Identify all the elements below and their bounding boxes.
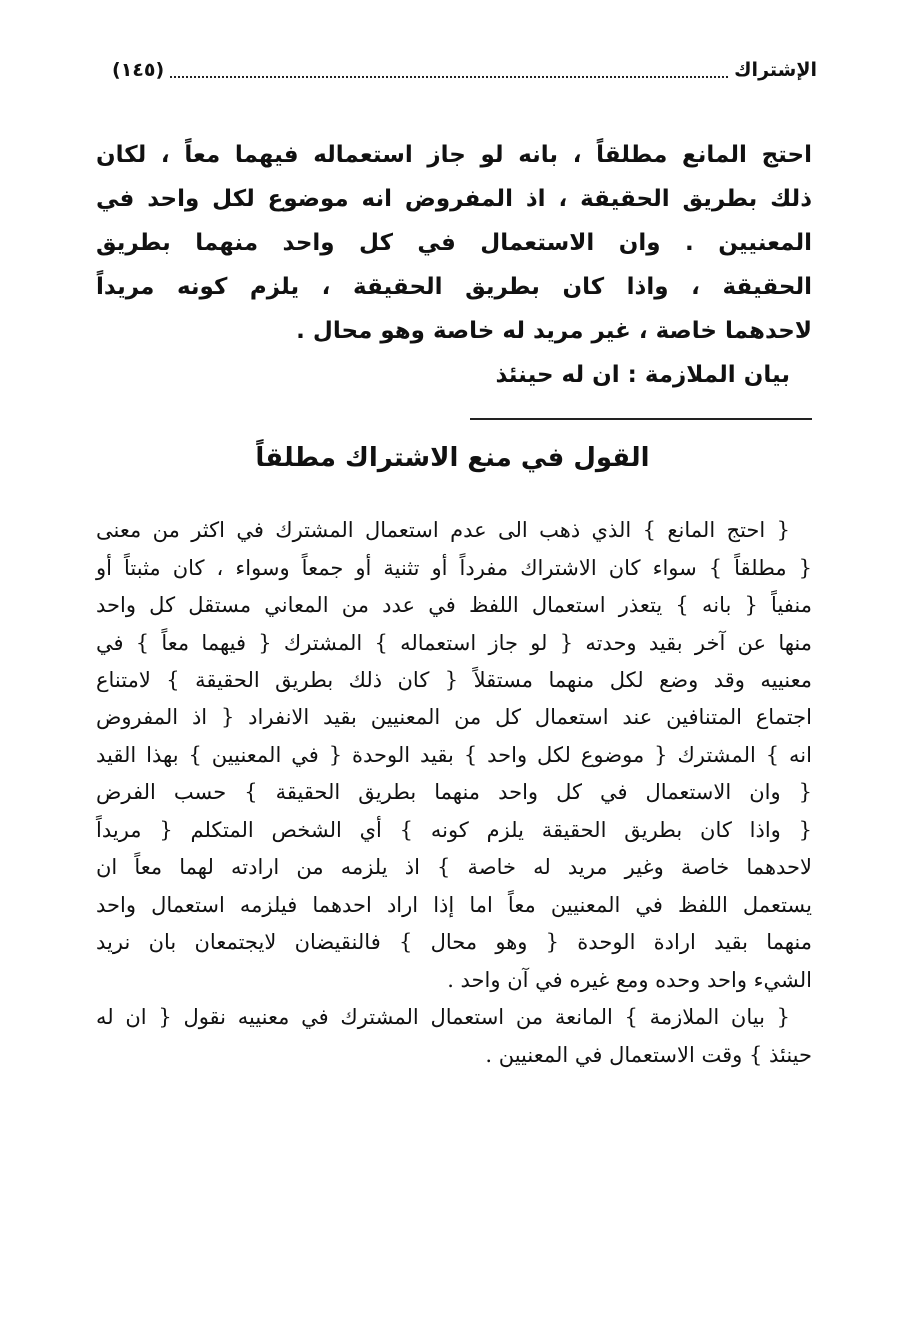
- commentary-line: الشيء واحد وحده ومع غيره في آن واحد .: [447, 968, 812, 992]
- matn-line: بيان الملازمة : ان له حينئذ: [495, 362, 790, 388]
- commentary-line: { مطلقاً } سواء كان الاشتراك مفرداً أو تثنية أو جمعاً وسواء ، كان مثبتاً أو: [96, 556, 812, 580]
- commentary-line: لاحدهما خاصة وغير مريد له خاصة } اذ يلزمه من ارادته لهما معاً ان: [96, 855, 812, 879]
- commentary-line: { وان الاستعمال في كل واحد منهما بطريق الحقيقة } حسب الفرض: [96, 780, 812, 804]
- commentary-line: يستعمل اللفظ في المعنيين معاً اما إذا اراد احدهما فيلزمه استعمال واحد: [96, 893, 812, 917]
- matn-line: احتج المانع مطلقاً ، بانه لو جاز استعماله فيهما معاً ، لكان: [96, 142, 812, 168]
- header-title: الإشتراك: [734, 59, 817, 81]
- matn-line: المعنيين . وان الاستعمال في كل واحد منهما بطريق: [96, 230, 812, 256]
- commentary-line: { واذا كان بطريق الحقيقة يلزم كونه } أي الشخص المتكلم { مريداً: [96, 818, 812, 842]
- commentary-line: { احتج المانع } الذي ذهب الى عدم استعمال المشترك في اكثر من معنى: [96, 518, 790, 542]
- commentary-line: { بيان الملازمة } المانعة من استعمال المشترك في معنييه نقول { ان له: [96, 1005, 790, 1029]
- commentary-line: حينئذ } وقت الاستعمال في المعنيين .: [485, 1043, 812, 1067]
- header-dot-leader: [170, 62, 728, 78]
- divider-rule: [470, 418, 812, 420]
- commentary-line: معنييه وقد وضع لكل منهما مستقلاً { كان ذلك بطريق الحقيقة } لامتناع: [96, 668, 812, 692]
- matn-line: ذلك بطريق الحقيقة ، اذ المفروض انه موضوع لكل واحد في: [96, 186, 812, 212]
- page-number: (١٤٥): [112, 59, 165, 81]
- matn-line: الحقيقة ، واذا كان بطريق الحقيقة ، يلزم كونه مريداً: [96, 274, 812, 300]
- commentary-line: منهما بقيد ارادة الوحدة { وهو محال } فالنقيضان لايجتمعان بان نريد: [96, 930, 812, 954]
- commentary-line: انه } المشترك { موضوع لكل واحد } بقيد الوحدة { في المعنيين } بهذا القيد: [96, 743, 812, 767]
- matn-line: لاحدهما خاصة ، غير مريد له خاصة وهو محال .: [296, 318, 812, 344]
- section-heading: القول في منع الاشتراك مطلقاً: [255, 443, 650, 473]
- commentary-line: منها عن آخر بقيد وحدته { لو جاز استعماله } المشترك { فيهما معاً } في: [96, 631, 812, 655]
- commentary-line: منفياً { بانه } يتعذر استعمال اللفظ في عدد من المعاني مستقل كل واحد: [96, 593, 812, 617]
- running-header: [112, 52, 817, 88]
- commentary-line: اجتماع المتنافين عند استعمال كل من المعنيين بقيد الانفراد { اذ المفروض: [96, 705, 812, 729]
